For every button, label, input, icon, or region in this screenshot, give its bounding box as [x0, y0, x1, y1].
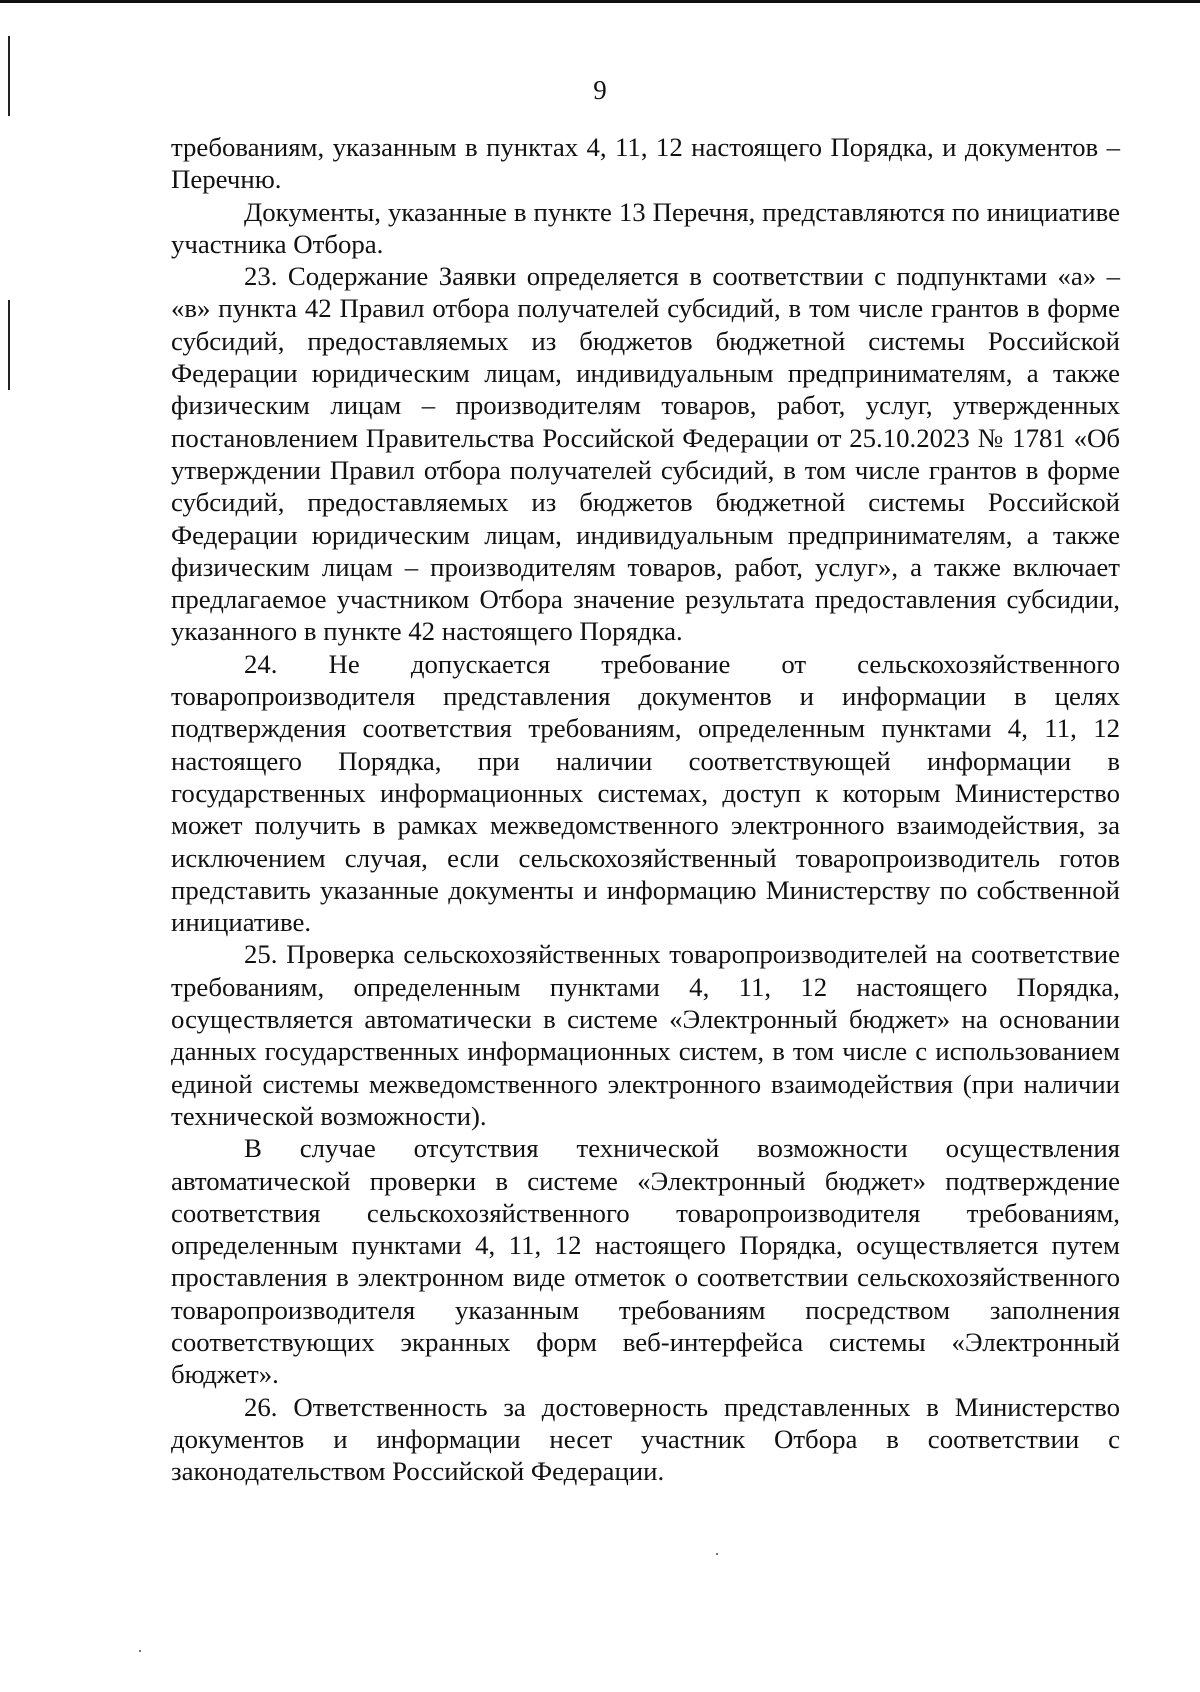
paragraph-documents-initiative: Документы, указанные в пункте 13 Перечня, представляются по инициативе участника Отбора.: [171, 196, 1120, 259]
scan-speck: [716, 1553, 718, 1555]
paragraph-23: 23. Содержание Заявки определяется в соответствии с подпунктами «а» – «в» пункта 42 Правил отбора получателей субсидий, в том числе грантов в форме субсидий, предоставляемых из бюджетов бюджетной системы Российской Федерации юридическим лицам, индивидуальным предпринимателям, а также физическим лицам – производителям товаров, работ, услуг, утвержденных постановлением Правительства Российской Федерации от 25.10.2023 № 1781 «Об утверждении Правил отбора получателей субсидий, в том числе грантов в форме субсидий, предоставляемых из бюджетов бюджетной системы Российской Федерации юридическим лицам, индивидуальным предпринимателям, а также физическим лицам – производителям товаров, работ, услуг», а также включает предлагаемое участником Отбора значение результата предоставления субсидии, указанного в пункте 42 настоящего Порядка.: [171, 261, 1120, 647]
paragraph-25: 25. Проверка сельскохозяйственных товаропроизводителей на соответствие требованиям, определенным пунктами 4, 11, 12 настоящего Порядка, осуществляется автоматически в системе «Электронный бюджет» на основании данных государственных информационных систем, в том числе с использованием единой системы межведомственного электронного взаимодействия (при наличии технической возможности).: [171, 939, 1120, 1131]
paragraph-24: 24. Не допускается требование от сельскохозяйственного товаропроизводителя представления документов и информации в целях подтверждения соответствия требованиям, определенным пунктами 4, 11, 12 настоящего Порядка, при наличии соответствующей информации в государственных информационных системах, доступ к которым Министерство может получить в рамках межведомственного электронного взаимодействия, за исключением случая, если сельскохозяйственный товаропроизводитель готов представить указанные документы и информацию Министерству по собственной инициативе.: [171, 648, 1120, 938]
paragraph-25-continued: В случае отсутствия технической возможности осуществления автоматической проверки в системе «Электронный бюджет» подтверждение соответствия сельскохозяйственного товаропроизводителя требованиям, определенным пунктами 4, 11, 12 настоящего Порядка, осуществляется путем проставления в электронном виде отметок о соответствии сельскохозяйственного товаропроизводителя указанным требованиям посредством заполнения соответствующих экранных форм веб-интерфейса системы «Электронный бюджет».: [171, 1133, 1120, 1390]
scan-left-edge-mark: [8, 300, 10, 390]
paragraph-continuation: требованиям, указанным в пунктах 4, 11, 12 настоящего Порядка, и документов – Перечню.: [171, 132, 1120, 195]
document-body: [171, 131, 1120, 1487]
scan-top-edge: [0, 0, 1200, 3]
paragraph-26: 26. Ответственность за достоверность представленных в Министерство документов и информации несет участник Отбора в соответствии с законодательством Российской Федерации.: [171, 1391, 1120, 1487]
page-number: 9: [593, 75, 607, 105]
scan-speck: [139, 1650, 141, 1652]
